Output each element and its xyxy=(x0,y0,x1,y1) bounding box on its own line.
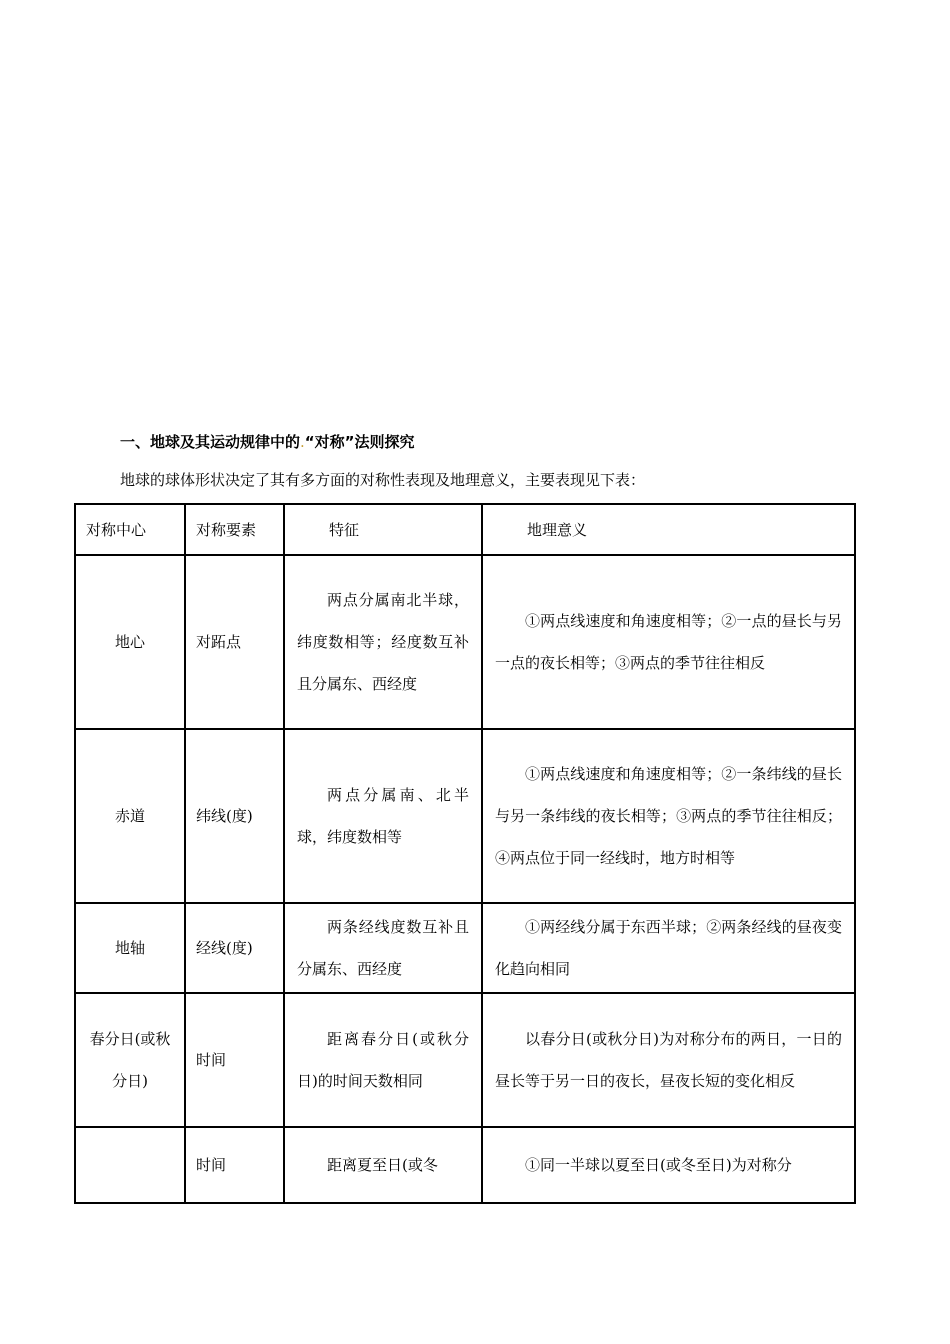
table-cell xyxy=(482,903,855,993)
header-cell xyxy=(482,504,855,555)
table-cell xyxy=(185,993,284,1127)
table-header-row xyxy=(75,504,855,555)
table-cell xyxy=(185,1127,284,1203)
table-cell xyxy=(482,555,855,729)
cell-element: 时间 xyxy=(196,1156,227,1174)
cell-element: 经线(度) xyxy=(196,939,253,957)
table-cell xyxy=(284,993,482,1127)
cell-element: 纬线(度) xyxy=(196,807,253,825)
cell-meaning: ①同一半球以夏至日(或冬至日)为对称分 xyxy=(525,1156,792,1174)
cell-meaning: 以春分日(或秋分日)为对称分布的两日，一日的昼长等于另一日的夜长，昼夜长短的变化相反 xyxy=(495,1030,842,1090)
cell-feature: 两点分属南北半球，纬度数相等；经度数互补且分属东、西经度 xyxy=(297,591,469,693)
table-cell xyxy=(185,555,284,729)
heading-dot-mark: . xyxy=(300,433,305,451)
header-cell xyxy=(75,504,185,555)
cell-center: 赤道 xyxy=(114,807,145,825)
header-feature: 特征 xyxy=(329,520,360,539)
header-cell xyxy=(284,504,482,555)
table-cell xyxy=(284,903,482,993)
cell-meaning: ①两经线分属于东西半球；②两条经线的昼夜变化趋向相同 xyxy=(495,918,842,978)
cell-meaning: ①两点线速度和角速度相等；②一条纬线的昼长与另一条纬线的夜长相等；③两点的季节往往相反；④两点位于同一经线时，地方时相等 xyxy=(495,765,842,867)
table-cell xyxy=(284,1127,482,1203)
table-cell xyxy=(75,1127,185,1203)
table-cell xyxy=(75,993,185,1127)
section-heading-part1: 一、地球及其运动规律中的 xyxy=(120,433,301,451)
table-cell xyxy=(482,729,855,903)
table-row xyxy=(75,729,855,903)
cell-center: 地轴 xyxy=(114,939,145,957)
table-row xyxy=(75,555,855,729)
cell-element: 时间 xyxy=(196,1051,227,1069)
cell-feature: 距离春分日(或秋分日)的时间天数相同 xyxy=(297,1030,469,1090)
cell-center: 春分日(或秋分日) xyxy=(89,1030,171,1090)
table-cell xyxy=(284,729,482,903)
symmetry-table xyxy=(74,503,856,1204)
table-cell xyxy=(75,555,185,729)
cell-element: 对跖点 xyxy=(196,633,242,651)
table-cell xyxy=(284,555,482,729)
table-cell xyxy=(75,903,185,993)
table-cell xyxy=(75,729,185,903)
header-symmetry-center: 对称中心 xyxy=(86,520,147,539)
header-symmetry-element: 对称要素 xyxy=(196,520,257,539)
cell-feature: 距离夏至日(或冬 xyxy=(327,1156,438,1174)
header-meaning: 地理意义 xyxy=(527,520,588,539)
table-cell xyxy=(482,993,855,1127)
cell-center: 地心 xyxy=(114,633,145,651)
cell-meaning: ①两点线速度和角速度相等；②一点的昼长与另一点的夜长相等；③两点的季节往往相反 xyxy=(495,612,842,672)
table-row xyxy=(75,1127,855,1203)
section-heading-part2: “对称”法则探究 xyxy=(304,433,415,451)
table-cell xyxy=(185,903,284,993)
table-row xyxy=(75,993,855,1127)
table-cell xyxy=(482,1127,855,1203)
intro-paragraph: 地球的球体形状决定了其有多方面的对称性表现及地理意义，主要表现见下表： xyxy=(120,471,646,489)
cell-feature: 两点分属南、北半球，纬度数相等 xyxy=(297,786,469,846)
cell-feature: 两条经线度数互补且分属东、西经度 xyxy=(297,918,469,978)
header-cell xyxy=(185,504,284,555)
table-row xyxy=(75,903,855,993)
table-cell xyxy=(185,729,284,903)
section-heading xyxy=(120,430,415,454)
